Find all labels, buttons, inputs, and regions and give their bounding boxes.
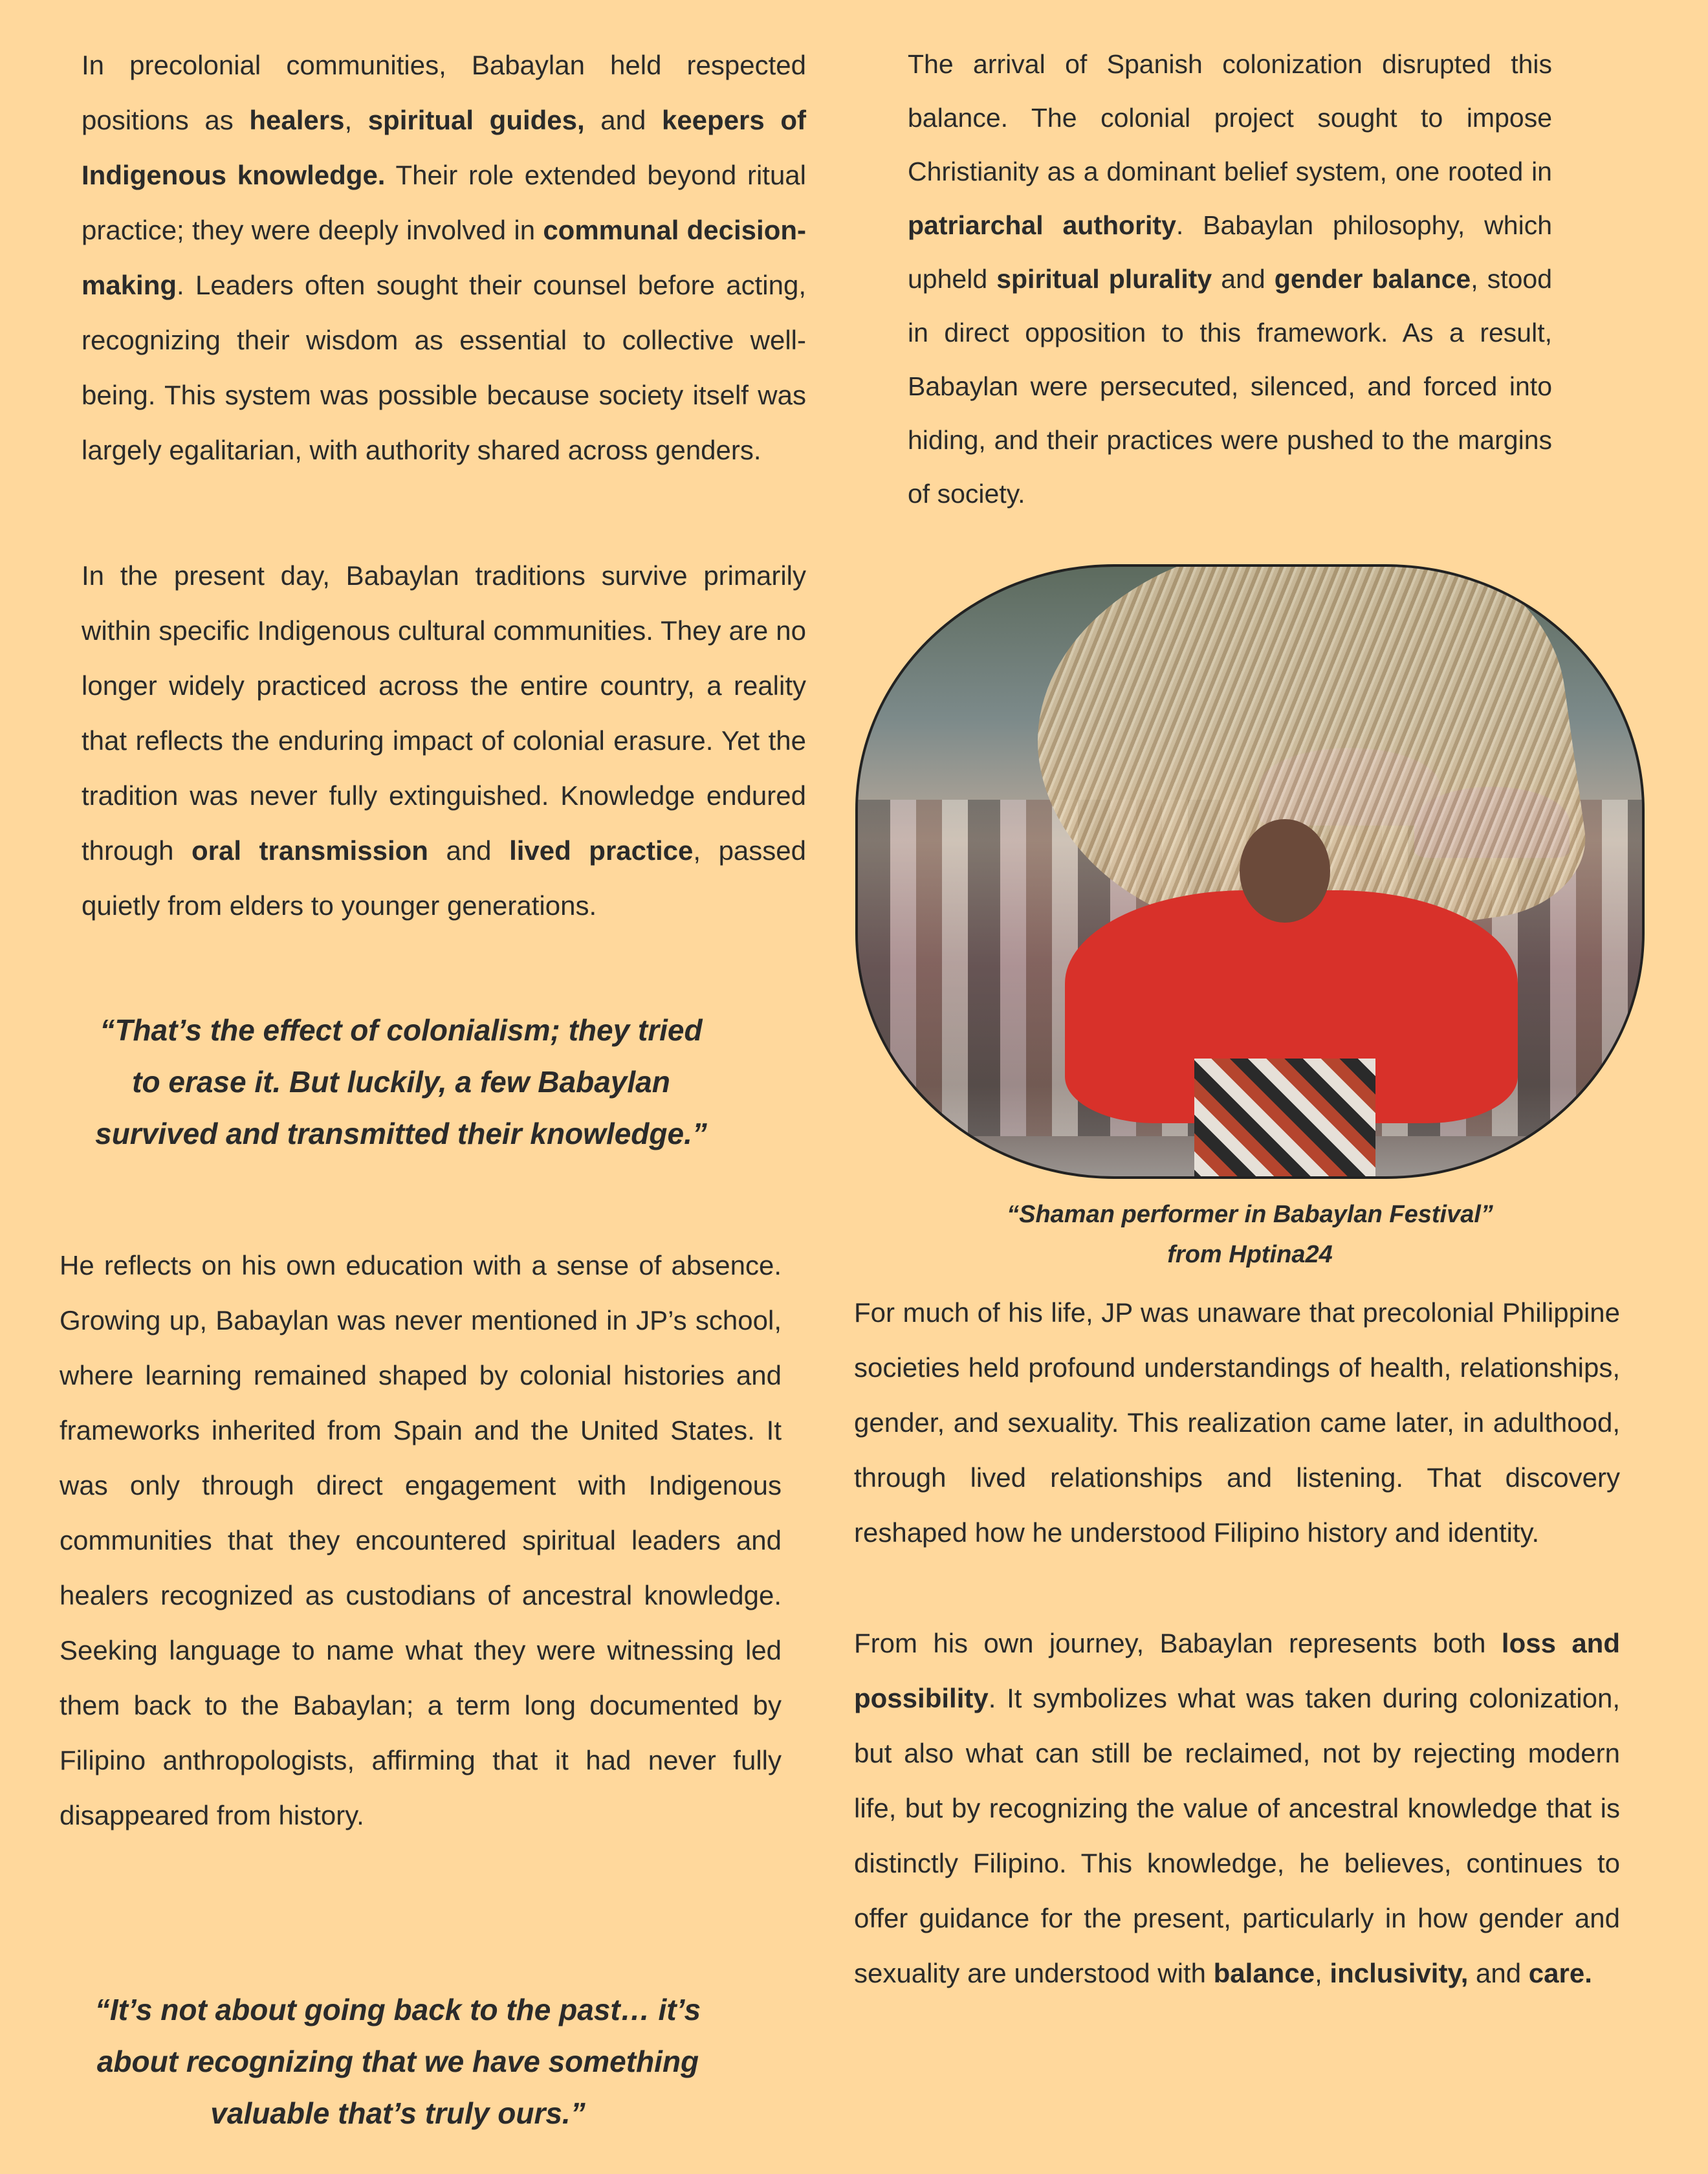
babaylan-festival-photo [855,564,1645,1179]
body-text: . Babaylan philosophy, which upheld [908,210,1552,294]
emphasis-text: gender balance [1274,264,1471,294]
body-text: and [1212,264,1275,294]
emphasis-text: oral transmission [191,835,428,866]
photo-caption-title: “Shaman performer in Babaylan Festival” [1007,1201,1493,1228]
body-text: The arrival of Spanish colonization disrupted this balance. The colonial project sought to impose Christianity as a dominant belief system, one rooted in [908,49,1552,186]
body-text: He reflects on his own education with a sense of absence. Growing up, Babaylan was never mentioned in JP’s school, where learning remained shaped by colonial histories and frameworks inherited from Spain and the United States. It was only through direct engagement with Indigenous communities that they encountered spiritual leaders and healers recognized as custodians of ancestral knowledge. Seeking language to name what they were witnessing led them back to the Babaylan; a term long documented by Filipino anthropologists, affirming that it had never fully disappeared from history. [60,1250,782,1830]
body-text: . Leaders often sought their counsel before acting, recognizing their wisdom as essential to collective well-being. This system was possible because society itself was largely egalitarian, with authority shared across genders. [82,270,806,465]
paragraph-spanish-colonization [908,38,1552,521]
emphasis-text: care. [1528,1958,1592,1988]
emphasis-text: patriarchal authority [908,210,1176,240]
pull-quote-colonialism: “That’s the effect of colonialism; they tried to erase it. But luckily, a few Babaylan survived and transmitted their knowledge.” [95,1013,707,1150]
pull-quote-valuable: “It’s not about going back to the past… it’s about recognizing that we have something valuable that’s truly ours.” [94,1993,701,2130]
emphasis-text: loss and possibility [854,1628,1620,1713]
body-text: For much of his life, JP was unaware that precolonial Philippine societies held profound understandings of health, relationships, gender, and sexuality. This realization came later, in adulthood, through lived relationships and listening. That discovery reshaped how he understood Filipino history and identity. [854,1297,1620,1548]
plaid-skirt-shape [1194,1059,1375,1179]
body-text: , [344,105,368,135]
emphasis-text: keepers of Indigenous knowledge. [82,105,806,190]
emphasis-text: spiritual plurality [996,264,1212,294]
paragraph-loss-and-possibility [854,1616,1620,2001]
emphasis-text: spiritual guides, [367,105,585,135]
body-text: From his own journey, Babaylan represents both [854,1628,1502,1658]
photo-caption-credit: from Hptina24 [1167,1241,1333,1268]
paragraph-jp-unaware [854,1285,1620,1560]
emphasis-text: healers [249,105,345,135]
emphasis-text: inclusivity, [1330,1958,1469,1988]
performer-head-shape [1240,819,1330,923]
body-text: and [1468,1958,1529,1988]
paragraph-precolonial-roles [82,38,806,478]
emphasis-text: lived practice [509,835,694,866]
body-text: and [428,835,510,866]
body-text: , stood in direct opposition to this framework. As a result, Babaylan were persecuted, silenced, and forced into hiding, and their practices were pushed to the margins of society. [908,264,1552,509]
body-text: In the present day, Babaylan traditions survive primarily within specific Indigenous cultural communities. They are no longer widely practiced across the entire country, a reality that reflects the enduring impact of colonial erasure. Yet the tradition was never fully extinguished. Knowledge endured through [82,560,806,866]
body-text: and [584,105,662,135]
body-text: , [1315,1958,1330,1988]
body-text: In precolonial communities, Babaylan held respected positions as [82,50,806,135]
emphasis-text: balance [1213,1958,1315,1988]
body-text: Their role extended beyond ritual practice; they were deeply involved in [82,160,806,245]
body-text: . It symbolizes what was taken during colonization, but also what can still be reclaimed, not by rejecting modern life, but by recognizing the value of ancestral knowledge that is distinctly Filipino. This knowledge, he believes, continues to offer guidance for the present, particularly in how gender and sexuality are understood with [854,1683,1620,1988]
emphasis-text: communal decision-making [82,215,807,300]
body-text: , passed quietly from elders to younger generations. [82,835,807,921]
paragraph-present-day [82,548,806,933]
paragraph-education [60,1238,782,1843]
